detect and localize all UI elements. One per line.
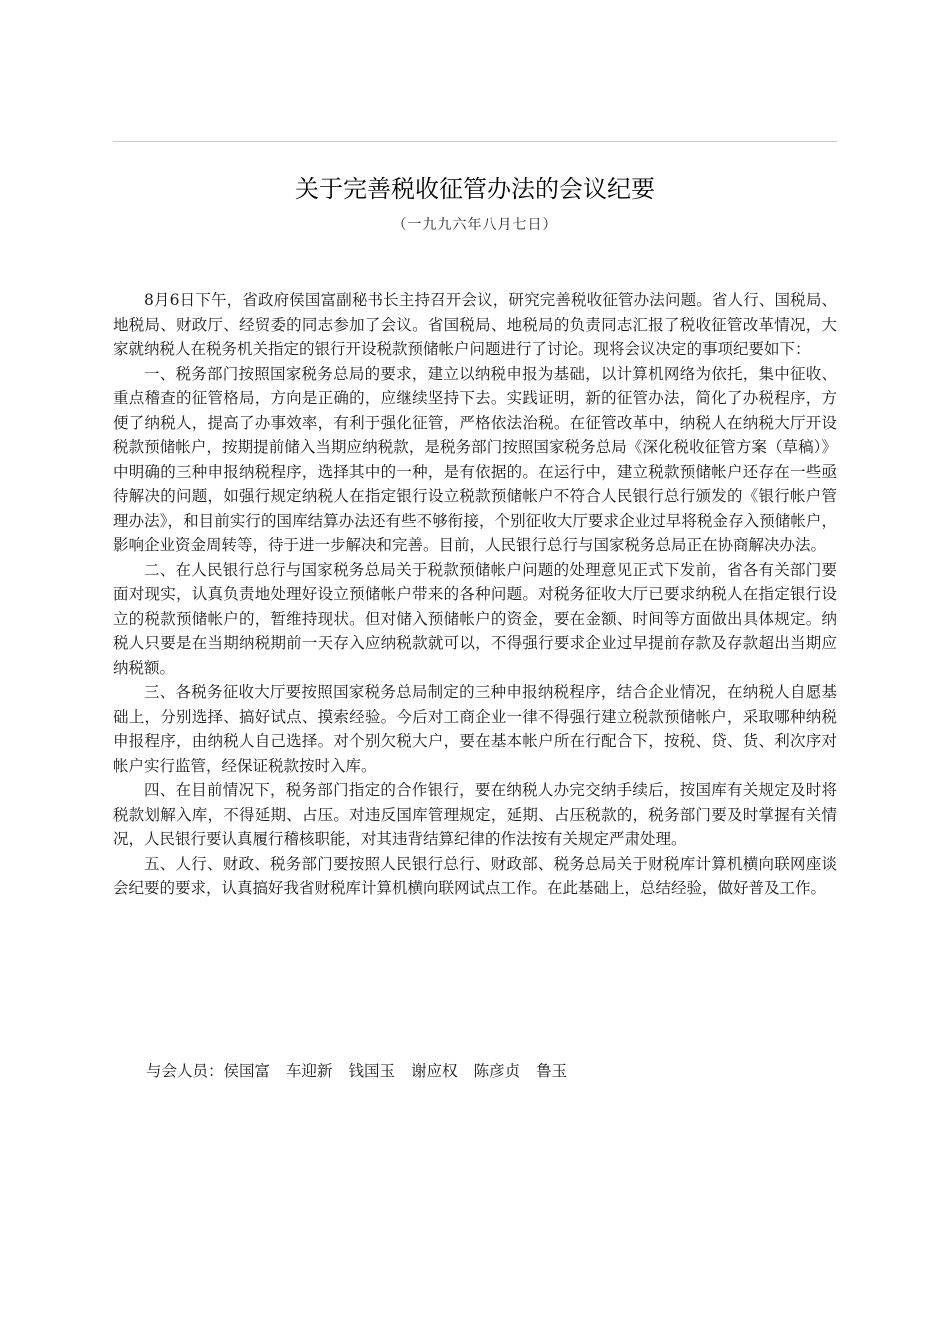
paragraph-item-4: 四、在目前情况下，税务部门指定的合作银行，要在纳税人办完交纳手续后，按国库有关规定及时将税款划解入库，不得延期、占压。对违反国库管理规定，延期、占压税款的，税务部门要及时掌握有关情况，人民银行要认真履行稽核职能，对其违背结算纪律的作法按有关规定严肃处理。 <box>113 781 837 848</box>
attendee-name: 鲁玉 <box>536 1062 568 1080</box>
attendee-name: 侯国富 <box>223 1062 271 1080</box>
attendees-label: 与会人员： <box>146 1062 224 1080</box>
attendees-line <box>146 1059 836 1083</box>
attendee-name: 钱国玉 <box>348 1062 396 1080</box>
document-body <box>113 288 837 901</box>
attendee-name: 谢应权 <box>411 1062 458 1080</box>
header-divider <box>113 141 837 142</box>
paragraph-item-1: 一、税务部门按照国家税务总局的要求，建立以纳税申报为基础，以计算机网络为依托，集中征收、重点稽查的征管格局，方向是正确的，应继续坚持下去。实践证明，新的征管办法，简化了办税程序，方便了纳税人，提高了办事效率，有利于强化征管，严格依法治税。在征管改革中，纳税人在纳税大厅开设税款预储帐户，按期提前储入当期应纳税款，是税务部门按照国家税务总局《深化税收征管方案（草稿）》中明确的三种申报纳税程序，选择其中的一种，是有依据的。在运行中，建立税款预储帐户还存在一些亟待解决的问题，如强行规定纳税人在指定银行设立税款预储帐户不符合人民银行总行颁发的《银行帐户管理办法》，和目前实行的国库结算办法还有些不够衔接，个别征收大厅要求企业过早将税金存入预储帐户，影响企业资金周转等，待于进一步解决和完善。目前，人民银行总行与国家税务总局正在协商解决办法。 <box>113 364 837 554</box>
attendee-name: 陈彦贞 <box>473 1062 521 1080</box>
attendee-name: 车迎新 <box>286 1062 333 1080</box>
paragraph-intro: 8月6日下午，省政府侯国富副秘书长主持召开会议，研究完善税收征管办法问题。省人行、国税局、地税局、财政厅、经贸委的同志参加了会议。省国税局、地税局的负责同志汇报了税收征管改革情况，大家就纳税人在税务机关指定的银行开设税款预储帐户问题进行了讨论。现将会议决定的事项纪要如下： <box>113 291 837 358</box>
document-title: 关于完善税收征管办法的会议纪要 <box>295 175 655 203</box>
paragraph-item-2: 二、在人民银行总行与国家税务总局关于税款预储帐户问题的处理意见正式下发前，省各有关部门要面对现实，认真负责地处理好设立预储帐户带来的各种问题。对税务征收大厅已要求纳税人在指定银行设立的税款预储帐户的，暂维持现状。但对储入预储帐户的资金，要在金额、时间等方面做出具体规定。纳税人只要是在当期纳税期前一天存入应纳税款就可以，不得强行要求企业过早提前存款及存款超出当期应纳税额。 <box>113 560 837 677</box>
paragraph-item-5: 五、人行、财政、税务部门要按照人民银行总行、财政部、税务总局关于财税库计算机横向联网座谈会纪要的要求，认真搞好我省财税库计算机横向联网试点工作。在此基础上，总结经验，做好普及工作。 <box>113 854 837 897</box>
document-date: （一九九六年八月七日） <box>392 217 558 233</box>
paragraph-item-3: 三、各税务征收大厅要按照国家税务总局制定的三种申报纳税程序，结合企业情况，在纳税人自愿基础上，分别选择、搞好试点、摸索经验。今后对工商企业一律不得强行建立税款预储帐户，采取哪种纳税申报程序，由纳税人自己选择。对个别欠税大户，要在基本帐户所在行配合下，按税、贷、货、利次序对帐户实行监管，经保证税款按时入库。 <box>113 683 837 775</box>
